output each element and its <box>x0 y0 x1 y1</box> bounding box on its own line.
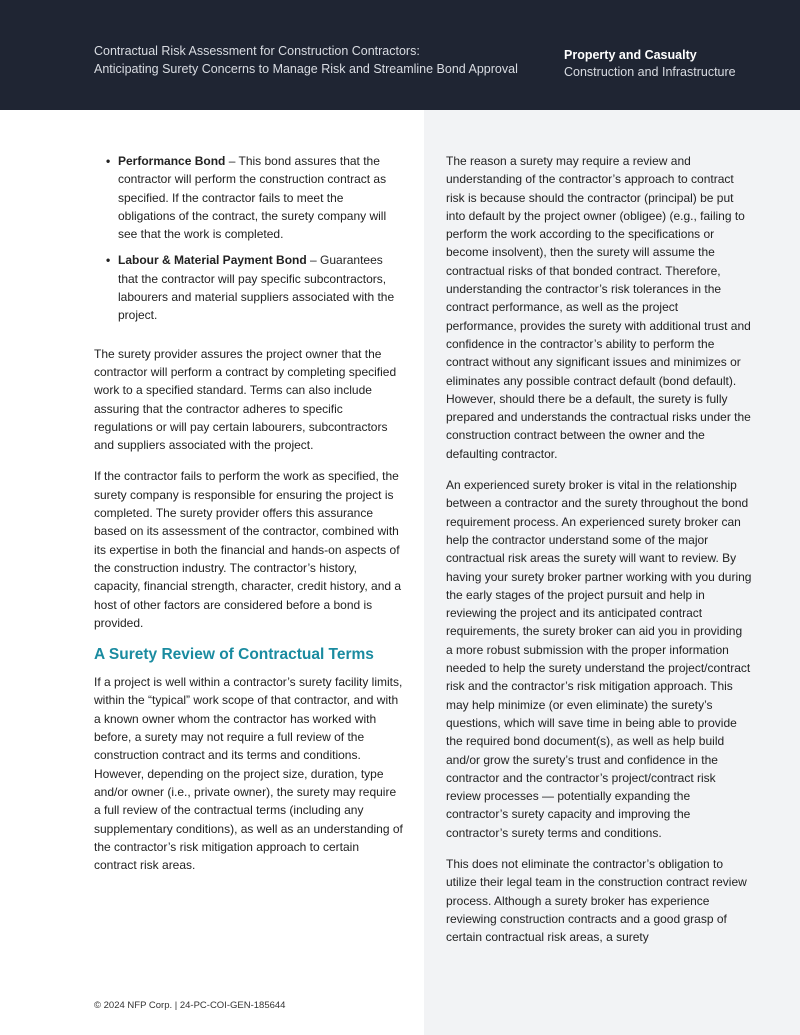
list-item <box>94 251 404 324</box>
paragraph: If a project is well within a contractor’s surety facility limits, within the “typical” work scope of that contractor, and with a known owner whom the contractor has worked with before, a surety may not require a full review of the construction contract and its terms and conditions. However, depending on the project size, duration, type and/or owner (i.e., private owner), the surety may require a full review of the contractual terms (including any supplementary conditions), as well as an understanding of the contractor’s risk mitigation approach to certain contract risk areas. <box>94 675 403 873</box>
bullet-term: Performance Bond <box>118 154 226 168</box>
bullet-term: Labour & Material Payment Bond <box>118 253 307 268</box>
subsection-name: Construction and Infrastructure <box>564 65 736 79</box>
paragraph: The surety provider assures the project owner that the contractor will perform a contract by completing specified work to a specified standard. Terms can also include assuring that the contractor adheres to specific regulations or will pay certain labourers, subcontractors and suppliers associated with the project. <box>94 346 397 453</box>
paragraph: This does not eliminate the contractor’s obligation to utilize their legal team in the construction contract review process. Although a surety broker has experience reviewing construction contracts and a good grasp of certain contractual risk areas, a surety <box>446 856 747 945</box>
section-label <box>564 47 784 81</box>
list-item <box>94 152 404 243</box>
paragraph: The reason a surety may require a review and understanding of the contractor’s approach to contract risk is because should the contractor (principal) be put into default by the project owner (obligee) (e.g., failing to perform the work according to the specifications or become insolvent), then the surety will assume the contractual risks of that bonded contract. Therefore, understanding the contractor’s risk tolerances in the contract performance, as well as the project performance, provides the surety with additional trust and confidence in the contractor’s ability to perform the contract without any significant issues and minimizes or eliminates any possible contract default (bond default). However, should there be a default, the surety is fully prepared and understands the contractual risks under the construction contract between the owner and the defaulting contractor. <box>446 154 751 461</box>
section-heading: A Surety Review of Contractual Terms <box>94 646 374 664</box>
document-title <box>94 42 534 78</box>
right-column <box>446 152 752 959</box>
bullet-text: – Guarantees that the contractor will pay specific subcontractors, labourers and material suppliers associated with the project. <box>118 253 395 323</box>
document-title-line-2: Anticipating Surety Concerns to Manage Risk and Streamline Bond Approval <box>94 62 518 76</box>
paragraph: An experienced surety broker is vital in the relationship between a contractor and the surety throughout the bond requirement process. An experienced surety broker can help the contractor understand some of the major contractual risk areas the surety will want to review. By having your surety broker partner working with you during the early stages of the project pursuit and help in reviewing the project and its anticipated contract requirements, the surety broker can aid you in providing a more robust submission with the proper information needed to help the surety understand the project/contract risk and the contractor’s risk mitigation approach. This may help minimize (or even eliminate) the surety’s questions, which will save time in being able to provide the required bond document(s), as well as help build and/or grow the surety’s trust and confidence in the contractor and the contractor’s project/contract risk review processes — potentially expanding the contractor’s surety capacity and improving the contractor’s surety terms and conditions. <box>446 478 752 840</box>
paragraph: If the contractor fails to perform the work as specified, the surety company is responsible for ensuring the project is completed. The surety provider offers this assurance based on its assessment of the contractor, combined with its expertise in both the financial and hands-on aspects of the construction industry. The contractor’s history, capacity, financial strength, character, credit history, and a host of other factors are considered before a bond is provided. <box>94 469 402 630</box>
left-column <box>94 152 404 887</box>
bond-types-list <box>94 152 404 325</box>
bullet-text: – This bond assures that the contractor will perform the construction contract as specified. If the contractor fails to meet the obligations of the contract, the surety company will see that the work is completed. <box>118 154 387 242</box>
page-header <box>0 0 800 110</box>
footer-copyright: © 2024 NFP Corp. | 24-PC-COI-GEN-185644 <box>94 1000 286 1011</box>
section-name: Property and Casualty <box>564 48 697 62</box>
document-title-line-1: Contractual Risk Assessment for Construction Contractors: <box>94 44 420 58</box>
